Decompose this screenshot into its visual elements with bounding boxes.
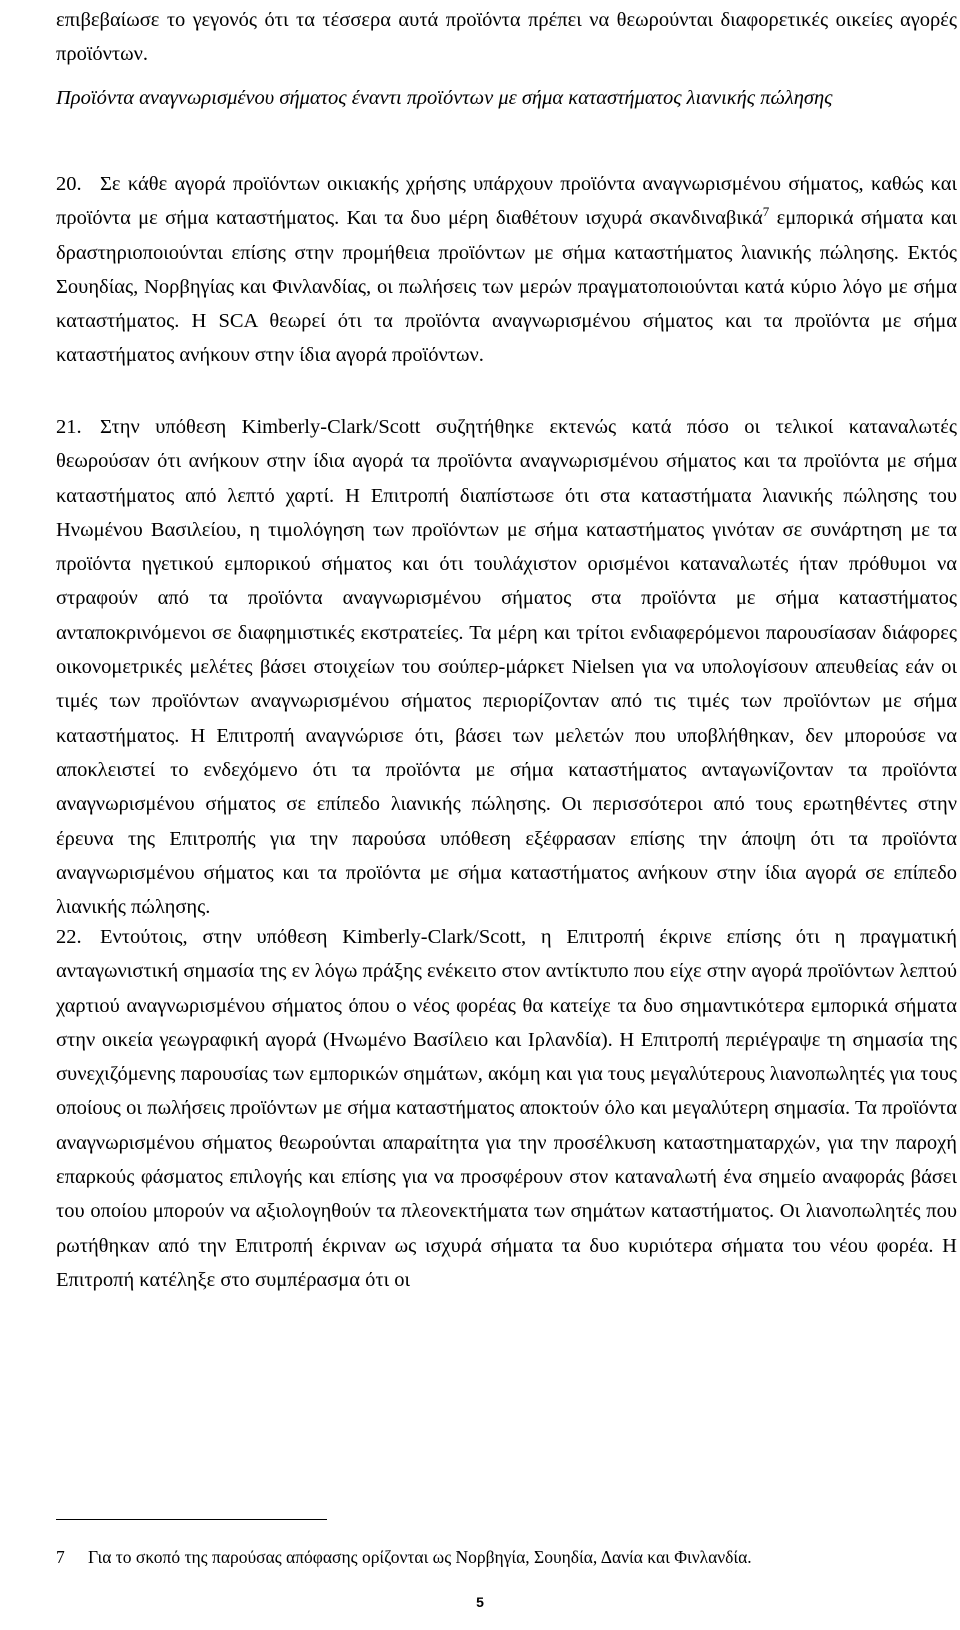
paragraph-20 (56, 167, 957, 373)
paragraph-21 (56, 410, 957, 924)
paragraph-text: Στην υπόθεση Kimberly-Clark/Scott συζητήθηκε εκτενώς κατά πόσο οι τελικοί καταναλωτές θεωρούσαν ότι ανήκουν στην ίδια αγορά τα προϊόντα αναγνωρισμένου σήματος και τα προϊόντα με σήμα καταστήματος από λεπτό χαρτί. Η Επιτροπή διαπίστωσε ότι στα καταστήματα λιανικής πώλησης του Ηνωμένου Βασιλείου, η τιμολόγηση των προϊόντων με σήμα καταστήματος γινόταν σε συνάρτηση με τα προϊόντα ηγετικού εμπορικού σήματος και ότι τουλάχιστον ορισμένοι καταναλωτές ήταν πρόθυμοι να στραφούν από τα προϊόντα αναγνωρισμένου σήματος στα προϊόντα με σήμα καταστήματος ανταποκρινόμενοι σε διαφημιστικές εκστρατείες. Τα μέρη και τρίτοι ενδιαφερόμενοι παρουσίασαν διάφορες οικονομετρικές μελέτες βάσει στοιχείων του σούπερ-μάρκετ Nielsen για να υπολογίσουν απευθείας εάν οι τιμές των προϊόντων αναγνωρισμένου σήματος περιορίζονταν από τις τιμές των προϊόντων με σήμα καταστήματος. Η Επιτροπή αναγνώρισε ότι, βάσει των μελετών που υποβλήθηκαν, δεν μπορούσε να αποκλειστεί το ενδεχόμενο ότι τα προϊόντα με σήμα καταστήματος ανταγωνίζονταν τα προϊόντα αναγνωρισμένου σήματος σε επίπεδο λιανικής πώλησης. Οι περισσότεροι από τους ερωτηθέντες στην έρευνα της Επιτροπής για την παρούσα υπόθεση εξέφρασαν επίσης την άποψη ότι τα προϊόντα αναγνωρισμένου σήματος και τα προϊόντα με σήμα καταστήματος ανήκουν στην ίδια αγορά σε επίπεδο λιανικής πώλησης. (56, 416, 957, 919)
page-number: 5 (476, 1594, 484, 1610)
paragraph-number: 20. (56, 173, 82, 195)
paragraph-text-continued: εμπορικά σήματα και δραστηριοποιούνται επίσης στην προμήθεια προϊόντων με σήμα καταστήματος λιανικής πώλησης. Εκτός Σουηδίας, Νορβηγίας και Φινλανδίας, οι πωλήσεις των μερών πραγματοποιούνται κατά κύριο λόγο με σήμα καταστήματος. Η SCA θεωρεί ότι τα προϊόντα αναγνωρισμένου σήματος και τα προϊόντα με σήμα καταστήματος ανήκουν στην ίδια αγορά προϊόντων. (56, 207, 957, 367)
paragraph-text: Εντούτοις, στην υπόθεση Kimberly-Clark/Scott, η Επιτροπή έκρινε επίσης ότι η πραγματική ανταγωνιστική σημασία της εν λόγω πράξης ενέκειτο στον αντίκτυπο που είχε στην αγορά προϊόντων λεπτού χαρτιού αναγνωρισμένου σήματος όπου ο νέος φορέας θα κατείχε τα δυο σημαντικότερα εμπορικά σήματα στην οικεία γεωγραφική αγορά (Ηνωμένο Βασίλειο και Ιρλανδία). Η Επιτροπή περιέγραψε τη σημασία της συνεχιζόμενης παρουσίας των εμπορικών σημάτων, ακόμη και για τους μεγαλύτερους λιανοπωλητές για τους οποίους οι πωλήσεις προϊόντων με σήμα καταστήματος αποκτούν όλο και μεγαλύτερη σημασία. Τα προϊόντα αναγνωρισμένου σήματος θεωρούνται απαραίτητα για την προσέλκυση καταστηματαρχών, για την παροχή επαρκούς φάσματος επιλογής και επίσης για να προσφέρουν στον καταναλωτή ένα σημείο αναφοράς βάσει του οποίου μπορούν να αξιολογηθούν τα πλεονεκτήματα των σημάτων καταστήματος. Οι λιανοπωλητές που ρωτήθηκαν από την Επιτροπή έκριναν ως ισχυρά σήματα τα δυο κυριότερα σήματα του νέου φορέα. Η Επιτροπή κατέληξε στο συμπέρασμα ότι οι (56, 926, 957, 1291)
footnote-reference[interactable]: 7 (762, 204, 770, 220)
footnote-text: Για το σκοπό της παρούσας απόφασης ορίζονται ως Νορβηγία, Σουηδία, Δανία και Φινλανδία. (88, 1547, 752, 1567)
section-heading: Προϊόντα αναγνωρισμένου σήματος έναντι προϊόντων με σήμα καταστήματος λιανικής πώλησης (56, 87, 833, 109)
footnote-mark: 7 (56, 1547, 65, 1567)
footnote (56, 1545, 957, 1569)
intro-paragraph: επιβεβαίωσε το γεγονός ότι τα τέσσερα αυτά προϊόντα πρέπει να θεωρούνται διαφορετικές οικείες αγορές προϊόντων. (56, 9, 957, 66)
paragraph-text: Σε κάθε αγορά προϊόντων οικιακής χρήσης υπάρχουν προϊόντα αναγνωρισμένου σήματος, καθώς και προϊόντα με σήμα καταστήματος. Και τα δυο μέρη διαθέτουν ισχυρά σκανδιναβικά (56, 173, 957, 230)
paragraph-22 (56, 920, 957, 1297)
paragraph-number: 22. (56, 926, 82, 948)
paragraph-number: 21. (56, 416, 82, 438)
footnote-separator (56, 1519, 327, 1520)
